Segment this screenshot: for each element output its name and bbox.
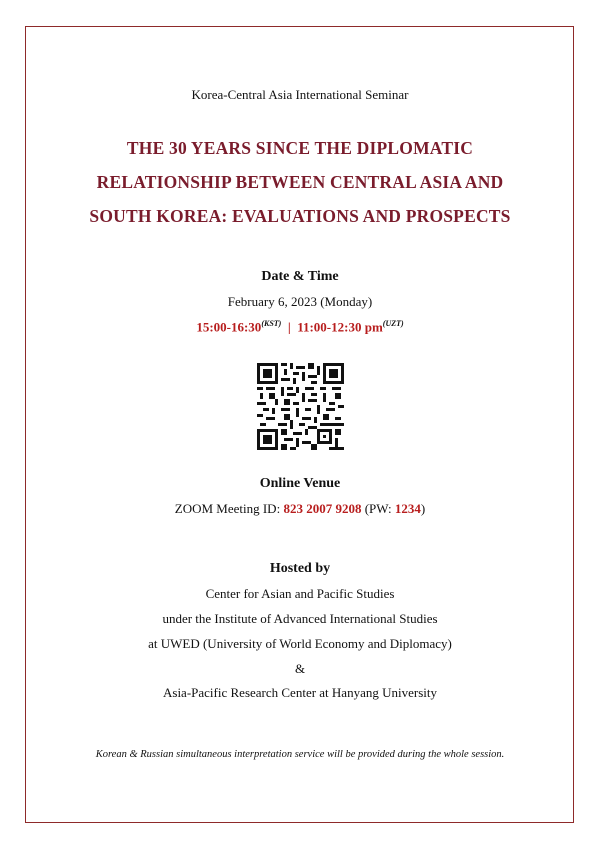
date-time-heading: Date & Time: [261, 269, 339, 284]
seminar-title: [0, 131, 600, 233]
zoom-prefix: ZOOM Meeting ID:: [174, 501, 284, 516]
pw-suffix: ): [420, 501, 426, 516]
time-separator: |: [287, 319, 291, 335]
event-date: February 6, 2023 (Monday): [227, 294, 373, 309]
host-line: at UWED (University of World Economy and Diplomacy): [148, 636, 452, 651]
qr-code-icon[interactable]: [257, 363, 344, 450]
kst-label: (KST): [261, 319, 282, 328]
time-uzt: 11:00-12:30 pm: [297, 319, 383, 335]
pw-prefix: (PW:: [361, 501, 395, 516]
title-line: SOUTH KOREA: EVALUATIONS AND PROSPECTS: [89, 206, 511, 226]
hosted-by-heading: Hosted by: [269, 561, 331, 576]
time-kst: 15:00-16:30: [196, 319, 262, 335]
title-line: THE 30 YEARS SINCE THE DIPLOMATIC: [126, 138, 474, 158]
title-line: RELATIONSHIP BETWEEN CENTRAL ASIA AND: [96, 172, 504, 192]
zoom-password: 1234: [394, 501, 421, 516]
interpretation-note: Korean & Russian simultaneous interpretation service will be provided during the whole session.: [95, 749, 505, 760]
zoom-meeting-id[interactable]: 823 2007 9208: [283, 501, 362, 516]
seminar-subtitle: Korea-Central Asia International Seminar: [191, 87, 409, 102]
host-line: under the Institute of Advanced International Studies: [162, 611, 438, 626]
uzt-label: (UZT): [382, 319, 404, 328]
event-time: [0, 319, 600, 335]
venue-heading: Online Venue: [259, 476, 341, 491]
host-line: Center for Asian and Pacific Studies: [205, 586, 395, 601]
host-line: Asia-Pacific Research Center at Hanyang University: [163, 685, 437, 700]
host-line: &: [294, 661, 306, 676]
zoom-meeting-info: [0, 501, 600, 517]
